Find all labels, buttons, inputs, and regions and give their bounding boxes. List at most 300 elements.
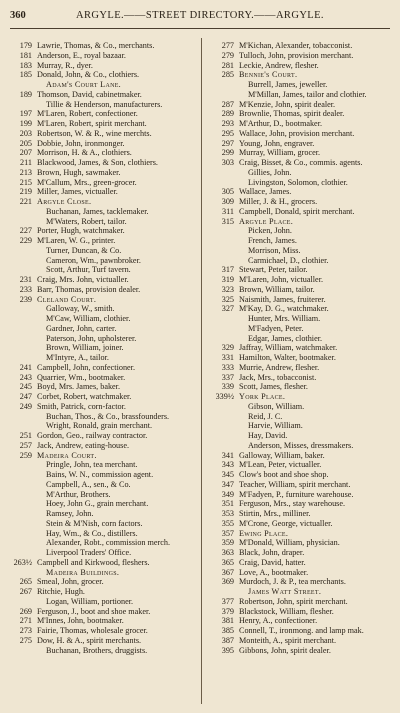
directory-entry — [208, 460, 398, 470]
entry-text: Boyd, Mrs. James, baker. — [37, 382, 121, 392]
entry-text: Corbet, Robert, watchmaker. — [37, 392, 132, 401]
directory-entry — [6, 285, 196, 295]
entry-text: Morrison, Miss. — [248, 245, 301, 255]
entry-text: M'Fadyen, Peter. — [248, 323, 304, 333]
directory-entry — [208, 109, 398, 119]
entry-text: Picken, John. — [248, 226, 292, 236]
house-number: 243 — [19, 372, 32, 382]
house-number: 257 — [19, 440, 32, 450]
directory-entry — [6, 597, 196, 607]
entry-text: Gardner, John, carter. — [46, 323, 117, 333]
entry-text: Adam's Court Lane. — [46, 80, 122, 89]
house-number: 319 — [221, 275, 234, 284]
directory-entry — [208, 636, 398, 646]
directory-entry — [208, 626, 398, 636]
entry-text: M'Arthur, D., bootmaker. — [239, 119, 323, 128]
entry-text: Ferguson, Mrs., stay warehouse. — [239, 499, 346, 509]
entry-text: Thomson, David, cabinetmaker. — [37, 89, 142, 99]
entry-text: Clow's boot and shoe shop. — [239, 470, 329, 479]
entry-text: Anderson, E., royal bazaar. — [37, 50, 126, 60]
directory-entry — [208, 646, 398, 656]
directory-heading — [6, 295, 196, 305]
entry-text: Scott, James, flesher. — [239, 382, 308, 392]
directory-entry — [6, 626, 196, 636]
entry-text: M'Caw, William, clothier. — [46, 314, 131, 323]
directory-entry — [6, 178, 196, 188]
house-number: 229 — [19, 236, 32, 245]
directory-entry — [208, 119, 398, 129]
house-number: 345 — [221, 470, 234, 479]
house-number: 289 — [221, 109, 234, 119]
entry-text: Connell, T., ironmong. and lamp mak. — [239, 626, 364, 635]
entry-text: Harvie, William. — [248, 421, 303, 431]
directory-entry — [6, 51, 196, 61]
house-number: 273 — [19, 626, 32, 635]
entry-text: French, James. — [248, 236, 297, 245]
directory-entry — [208, 334, 398, 344]
directory-entry — [208, 246, 398, 256]
entry-text: Stirtin, Mrs., milliner. — [239, 509, 311, 518]
entry-text: Murray, R., dyer. — [37, 60, 93, 70]
house-number: 269 — [19, 606, 32, 616]
entry-text: Craig, Bisset, & Co., commis. agents. — [239, 158, 363, 167]
entry-text: Smith, Patrick, corn-factor. — [37, 401, 126, 411]
directory-entry — [6, 148, 196, 158]
directory-entry — [6, 61, 196, 71]
house-number: 245 — [19, 382, 32, 392]
house-number: 197 — [19, 109, 32, 119]
entry-text: Monteith, A., spirit merchant. — [239, 635, 337, 645]
house-number: 207 — [19, 148, 32, 158]
entry-text: M'Arthur, Brothers. — [46, 489, 111, 499]
directory-entry — [6, 460, 196, 470]
entry-text: Argyle Place. — [239, 216, 294, 226]
entry-text: Buchanan, Brothers, druggists. — [46, 645, 148, 655]
entry-text: M'Laren, W. G., printer. — [37, 236, 116, 245]
entry-text: Love, A., bootmaker. — [239, 567, 309, 577]
house-number: 351 — [221, 499, 234, 509]
directory-entry — [6, 636, 196, 646]
header-rule — [10, 28, 390, 29]
directory-entry — [6, 100, 196, 110]
directory-entry — [6, 256, 196, 266]
directory-entry — [208, 304, 398, 314]
directory-entry — [6, 90, 196, 100]
directory-heading — [208, 529, 398, 539]
directory-entry — [6, 616, 196, 626]
directory-entry — [6, 529, 196, 539]
house-number: 395 — [221, 645, 234, 655]
entry-text: Donald, John, & Co., clothiers. — [37, 70, 140, 80]
house-number: 239 — [19, 294, 32, 304]
entry-text: Smeal, John, grocer. — [37, 577, 104, 587]
directory-entry — [208, 353, 398, 363]
house-number: 323 — [221, 284, 234, 294]
directory-entry — [6, 499, 196, 509]
directory-entry — [6, 382, 196, 392]
directory-entry — [208, 451, 398, 461]
directory-entry — [208, 90, 398, 100]
entry-text: Hay, Wm., & Co., distillers. — [46, 528, 138, 538]
directory-entry — [208, 158, 398, 168]
entry-text: Murdoch, J. & P., tea merchants. — [239, 577, 346, 587]
house-number: 385 — [221, 626, 234, 635]
entry-text: Miller, James, victualler. — [37, 187, 118, 197]
entry-text: Campbell, John, confectioner. — [37, 362, 135, 372]
directory-entry — [6, 275, 196, 285]
entry-text: Jack, Andrew, eating-house. — [37, 440, 130, 450]
entry-text: Robertson, John, spirit merchant. — [239, 596, 348, 606]
entry-text: M'Kichan, Alexander, tobacconist. — [239, 41, 353, 50]
house-number: 215 — [19, 177, 32, 187]
directory-heading — [6, 197, 196, 207]
entry-text: Henry, A., confectioner. — [239, 616, 318, 626]
directory-entry — [208, 168, 398, 178]
directory-entry — [6, 265, 196, 275]
directory-entry — [208, 61, 398, 71]
entry-text: Jaffray, William, watchmaker. — [239, 343, 338, 353]
directory-heading — [208, 392, 398, 402]
house-number: 347 — [221, 479, 234, 489]
directory-entry — [208, 295, 398, 305]
entry-text: Paterson, John, upholsterer. — [46, 333, 137, 343]
entry-text: Ferguson, J., boot and shoe maker. — [37, 606, 151, 616]
entry-text: Blackstock, William, flesher. — [239, 606, 334, 616]
directory-entry — [6, 70, 196, 80]
directory-entry — [208, 470, 398, 480]
house-number: 281 — [221, 60, 234, 70]
entry-text: Cleland Court. — [37, 294, 97, 304]
house-number: 259 — [19, 450, 32, 460]
directory-entry — [6, 548, 196, 558]
entry-text: Gillies, John. — [248, 167, 292, 177]
house-number: 227 — [19, 226, 32, 236]
entry-text: Leckie, Andrew, flesher. — [239, 60, 319, 70]
directory-entry — [6, 168, 196, 178]
directory-entry — [6, 509, 196, 519]
directory-entry — [208, 314, 398, 324]
entry-text: Craig, Mrs. John, victualler. — [37, 275, 129, 284]
entry-text: Black, John, draper. — [239, 548, 305, 557]
entry-text: M'Laren, John, victualler. — [239, 275, 324, 284]
directory-entry — [208, 431, 398, 441]
house-number: 183 — [19, 60, 32, 70]
directory-entry — [6, 412, 196, 422]
entry-text: Murrie, Andrew, flesher. — [239, 362, 320, 372]
entry-text: Liverpool Traders' Office. — [46, 548, 132, 557]
directory-entry — [208, 597, 398, 607]
directory-entry — [6, 158, 196, 168]
house-number: 189 — [19, 89, 32, 99]
house-number: 357 — [221, 528, 234, 538]
entry-text: Cameron, Wm., pawnbroker. — [46, 255, 141, 265]
house-number: 327 — [221, 304, 234, 314]
house-number: 355 — [221, 518, 234, 528]
directory-entry — [208, 80, 398, 90]
directory-entry — [208, 256, 398, 266]
page-header — [10, 9, 390, 23]
directory-entry — [208, 285, 398, 295]
directory-heading — [208, 217, 398, 227]
entry-text: Brown, Hugh, sawmaker. — [37, 167, 121, 177]
entry-text: Hunter, Mrs. William. — [248, 314, 321, 323]
house-number: 213 — [19, 167, 32, 177]
house-number: 205 — [19, 138, 32, 148]
entry-text: Livingston, Solomon, clothier. — [248, 177, 348, 187]
entry-text: Young, John, engraver. — [239, 138, 315, 148]
directory-entry — [208, 275, 398, 285]
directory-entry — [6, 607, 196, 617]
directory-entry — [6, 109, 196, 119]
directory-entry — [6, 353, 196, 363]
directory-entry — [208, 187, 398, 197]
house-number: 211 — [20, 158, 32, 167]
directory-entry — [208, 607, 398, 617]
directory-entry — [208, 363, 398, 373]
house-number: 279 — [221, 50, 234, 60]
entry-text: Quarrier, Wm., bootmaker. — [37, 372, 126, 382]
directory-entry — [208, 480, 398, 490]
directory-entry — [6, 217, 196, 227]
entry-text: Madeira Court. — [37, 450, 97, 460]
entry-text: Murray, William, grocer. — [239, 148, 321, 158]
entry-text: Brown, William, tailor. — [239, 284, 315, 294]
directory-entry — [208, 441, 398, 451]
entry-text: Blackwood, James, & Son, clothiers. — [37, 158, 158, 167]
entry-text: Hoey, John G., grain merchant. — [46, 499, 149, 509]
directory-entry — [6, 441, 196, 451]
directory-entry — [6, 41, 196, 51]
directory-entry — [6, 392, 196, 402]
house-number: 287 — [221, 99, 234, 109]
directory-entry — [6, 324, 196, 334]
directory-entry — [6, 373, 196, 383]
house-number: 203 — [19, 128, 32, 138]
entry-text: Edgar, James, clothier. — [248, 333, 323, 343]
entry-text: M'Laren, Robert, confectioner. — [37, 109, 138, 119]
house-number: 265 — [19, 577, 32, 587]
directory-entry — [6, 480, 196, 490]
directory-entry — [208, 373, 398, 383]
entry-text: Buchanan, James, tacklemaker. — [46, 206, 149, 216]
entry-text: Anderson, Misses, dressmakers. — [248, 440, 354, 450]
house-number: 241 — [19, 362, 32, 372]
entry-text: Scott, Arthur, Turf tavern. — [46, 265, 131, 275]
directory-entry — [6, 470, 196, 480]
house-number: 337 — [221, 372, 234, 382]
house-number: 359 — [221, 538, 234, 548]
entry-text: M'Kay, D. G., watchmaker. — [239, 304, 329, 314]
directory-entry — [6, 519, 196, 529]
entry-text: Ritchie, Hugh. — [37, 587, 85, 596]
entry-text: M'Waters, Robert, tailor. — [46, 216, 127, 226]
entry-text: Hay, David. — [248, 431, 288, 440]
directory-entry — [208, 100, 398, 110]
directory-entry — [208, 519, 398, 529]
entry-text: Gibson, William. — [248, 401, 305, 411]
entry-text: Brownlie, Thomas, spirit dealer. — [239, 109, 345, 119]
house-number: 381 — [221, 616, 234, 626]
house-number: 377 — [221, 596, 234, 606]
entry-text: Alexander, Robt., commission merch. — [46, 538, 171, 548]
entry-text: Porter, Hugh, watchmaker. — [37, 226, 125, 236]
house-number: 339½ — [215, 392, 234, 401]
house-number: 247 — [19, 392, 32, 401]
house-number: 263½ — [13, 557, 32, 567]
house-number: 251 — [19, 431, 32, 440]
entry-text: Gibbons, John, spirit dealer. — [239, 645, 331, 655]
entry-text: Wright, Ronald, grain merchant. — [46, 421, 153, 431]
directory-entry — [6, 334, 196, 344]
directory-entry — [6, 363, 196, 373]
entry-text: Tulloch, John, provision merchant. — [239, 50, 354, 60]
directory-entry — [208, 129, 398, 139]
entry-text: M'Callum, Mrs., green-grocer. — [37, 177, 137, 187]
entry-text: Buchan, Thos., & Co., brassfounders. — [46, 411, 170, 421]
house-number: 317 — [221, 265, 234, 275]
entry-text: Jack, Mrs., tobacconist. — [239, 372, 317, 382]
house-number: 339 — [221, 382, 234, 392]
directory-entry — [208, 382, 398, 392]
entry-text: Argyle Close. — [37, 197, 92, 206]
directory-entry — [6, 490, 196, 500]
directory-entry — [6, 119, 196, 129]
house-number: 325 — [221, 294, 234, 304]
entry-text: M'Laren, Robert, spirit merchant. — [37, 119, 147, 128]
directory-entry — [208, 509, 398, 519]
house-number: 233 — [19, 284, 32, 294]
house-number: 379 — [221, 606, 234, 616]
entry-text: Miller, J. & H., grocers. — [239, 197, 318, 206]
house-number: 219 — [19, 187, 32, 197]
directory-entry — [6, 587, 196, 597]
entry-text: Ramsey, John. — [46, 509, 94, 518]
entry-text: Campbell, A., sen., & Co. — [46, 479, 131, 489]
directory-entry — [208, 178, 398, 188]
house-number: 267 — [19, 587, 32, 596]
entry-text: Fairie, Thomas, wholesale grocer. — [37, 626, 148, 635]
entry-text: Wallace, James. — [239, 187, 292, 197]
house-number: 341 — [221, 450, 234, 460]
house-number: 221 — [19, 197, 32, 206]
entry-text: Brown, William, joiner. — [46, 343, 124, 353]
house-number: 365 — [221, 557, 234, 567]
house-number: 199 — [19, 119, 32, 128]
entry-text: Robertson, W. & R., wine merchts. — [37, 128, 152, 138]
directory-entry — [6, 577, 196, 587]
entry-text: James Watt Street. — [248, 587, 322, 596]
directory-entry — [6, 538, 196, 548]
entry-text: York Place. — [239, 392, 286, 401]
directory-entry — [208, 324, 398, 334]
directory-heading — [6, 80, 196, 90]
directory-entry — [208, 568, 398, 578]
entry-text: Teacher, William, spirit merchant. — [239, 479, 351, 489]
page-number: 360 — [10, 10, 26, 21]
entry-text: M'Fadyen, P., furniture warehouse. — [239, 489, 354, 499]
directory-entry — [208, 41, 398, 51]
house-number: 363 — [221, 548, 234, 557]
entry-text: M'Millan, James, tailor and clothier. — [248, 89, 367, 99]
directory-entry — [6, 558, 196, 568]
directory-entry — [208, 499, 398, 509]
house-number: 285 — [221, 70, 234, 80]
directory-entry — [208, 226, 398, 236]
entry-text: Stein & M'Nish, corn factors. — [46, 518, 143, 528]
directory-entry — [208, 197, 398, 207]
entry-text: Campbell and Kirkwood, fleshers. — [37, 557, 150, 567]
directory-entry — [208, 421, 398, 431]
column-divider — [201, 38, 202, 704]
directory-entry — [6, 139, 196, 149]
house-number: 387 — [221, 635, 234, 645]
entry-text: Pringle, John, tea merchant. — [46, 460, 138, 470]
entry-text: Bains, W. N., commission agent. — [46, 470, 154, 479]
entry-text: Craig, David, hatter. — [239, 557, 306, 567]
entry-text: Barr, Thomas, provision dealer. — [37, 284, 141, 294]
directory-entry — [6, 646, 196, 656]
entry-text: Reid, J. C. — [248, 411, 283, 421]
entry-text: Galloway, William, baker. — [239, 450, 325, 460]
directory-entry — [6, 402, 196, 412]
directory-entry — [208, 548, 398, 558]
house-number: 181 — [19, 50, 32, 60]
directory-entry — [208, 412, 398, 422]
entry-text: Ewing Place. — [239, 528, 289, 538]
entry-text: Madeira Buildings. — [46, 567, 120, 577]
entry-text: M'Donald, William, physician. — [239, 538, 340, 548]
directory-entry — [6, 236, 196, 246]
entry-text: Naismith, James, fruiterer. — [239, 294, 326, 304]
house-number: 329 — [221, 343, 234, 353]
entry-text: Campbell, Donald, spirit merchant. — [239, 206, 355, 216]
directory-entry — [208, 538, 398, 548]
directory-entry — [6, 187, 196, 197]
directory-entry — [6, 421, 196, 431]
house-number: 367 — [221, 567, 234, 577]
entry-text: M'Lean, Peter, victualler. — [239, 460, 322, 470]
directory-entry — [6, 129, 196, 139]
entry-text: Dow, H. & A., spirit merchants. — [37, 635, 142, 645]
house-number: 275 — [19, 635, 32, 645]
directory-entry — [208, 577, 398, 587]
entry-text: Bennie's Court. — [239, 70, 298, 80]
house-number: 349 — [221, 489, 234, 499]
entry-text: Galloway, W., smith. — [46, 304, 115, 314]
directory-entry — [208, 139, 398, 149]
directory-entry — [6, 431, 196, 441]
entry-text: M'Crone, George, victualler. — [239, 518, 333, 528]
directory-heading — [6, 451, 196, 461]
house-number: 353 — [221, 509, 234, 518]
entry-text: Wallace, John, provision merchant. — [239, 128, 355, 138]
directory-entry — [6, 314, 196, 324]
entry-text: Turner, Duncan, & Co. — [46, 245, 122, 255]
house-number: 343 — [221, 460, 234, 470]
entry-text: Hamilton, Walter, bootmaker. — [239, 353, 336, 362]
entry-text: M'Innes, John, bootmaker. — [37, 616, 124, 626]
right-column — [208, 41, 398, 655]
entry-text: Carmichael, D., clothier. — [248, 255, 329, 265]
house-number: 297 — [221, 138, 234, 148]
directory-entry — [208, 558, 398, 568]
house-number: 369 — [221, 577, 234, 587]
house-number: 277 — [221, 41, 234, 50]
directory-entry — [6, 343, 196, 353]
entry-text: M'Kenzie, John, spirit dealer. — [239, 99, 336, 109]
house-number: 295 — [221, 128, 234, 138]
directory-entry — [208, 148, 398, 158]
